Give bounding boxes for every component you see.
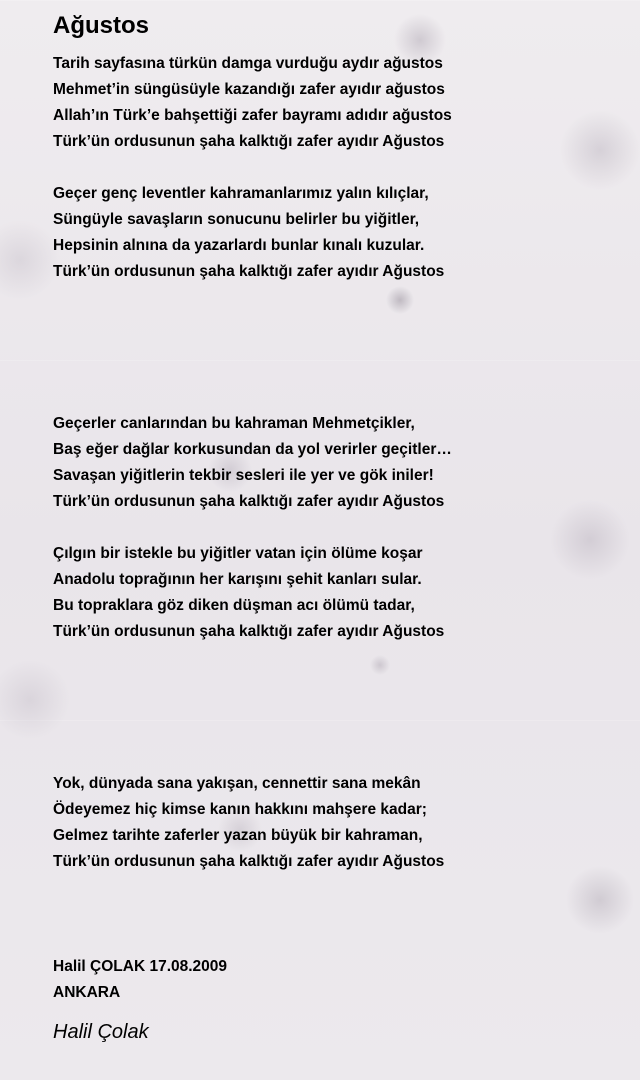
author-date: Halil ÇOLAK 17.08.2009: [53, 958, 228, 975]
stanza-2: [53, 181, 623, 285]
poem-line: Çılgın bir istekle bu yiğitler vatan için ölüme koşar: [53, 545, 423, 562]
city: ANKARA: [53, 984, 121, 1001]
poem-line: Bu topraklara göz diken düşman acı ölümü tadar,: [53, 597, 415, 614]
author-signature: Halil Çolak: [53, 1021, 149, 1043]
poem-line: Türk’ün ordusunun şaha kalktığı zafer ayıdır Ağustos: [53, 493, 445, 510]
poem-line: Geçerler canlarından bu kahraman Mehmetçikler,: [53, 415, 415, 432]
poem-line: Türk’ün ordusunun şaha kalktığı zafer ayıdır Ağustos: [53, 623, 445, 640]
stanza-1: [53, 51, 623, 155]
poem-line: Hepsinin alnına da yazarlardı bunlar kınalı kuzular.: [53, 237, 425, 254]
poem-line: Türk’ün ordusunun şaha kalktığı zafer ayıdır Ağustos: [53, 853, 445, 870]
poem-line: Ödeyemez hiç kimse kanın hakkını mahşere kadar;: [53, 801, 427, 818]
poem-line: Süngüyle savaşların sonucunu belirler bu yiğitler,: [53, 211, 420, 228]
poem-line: Yok, dünyada sana yakışan, cennettir sana mekân: [53, 775, 421, 792]
poem-line: Gelmez tarihte zaferler yazan büyük bir kahraman,: [53, 827, 423, 844]
poem-line: Türk’ün ordusunun şaha kalktığı zafer ayıdır Ağustos: [53, 133, 445, 150]
poem-title: Ağustos: [53, 12, 149, 39]
poem-line: Mehmet’in süngüsüyle kazandığı zafer ayıdır ağustos: [53, 81, 445, 98]
stanza-3: [53, 411, 623, 515]
poem-line: Savaşan yiğitlerin tekbir sesleri ile yer ve gök iniler!: [53, 467, 434, 484]
poem-line: Allah’ın Türk’e bahşettiği zafer bayramı adıdır ağustos: [53, 107, 452, 124]
poem-line: Tarih sayfasına türkün damga vurduğu aydır ağustos: [53, 55, 443, 72]
poem-signoff: [53, 954, 227, 1006]
stanza-4: [53, 541, 623, 645]
poem-line: Geçer genç leventler kahramanlarımız yalın kılıçlar,: [53, 185, 429, 202]
stanza-5: [53, 771, 623, 875]
poem-line: Türk’ün ordusunun şaha kalktığı zafer ayıdır Ağustos: [53, 263, 445, 280]
poem-line: Baş eğer dağlar korkusundan da yol verirler geçitler…: [53, 441, 452, 458]
poem-line: Anadolu toprağının her karışını şehit kanları sular.: [53, 571, 422, 588]
